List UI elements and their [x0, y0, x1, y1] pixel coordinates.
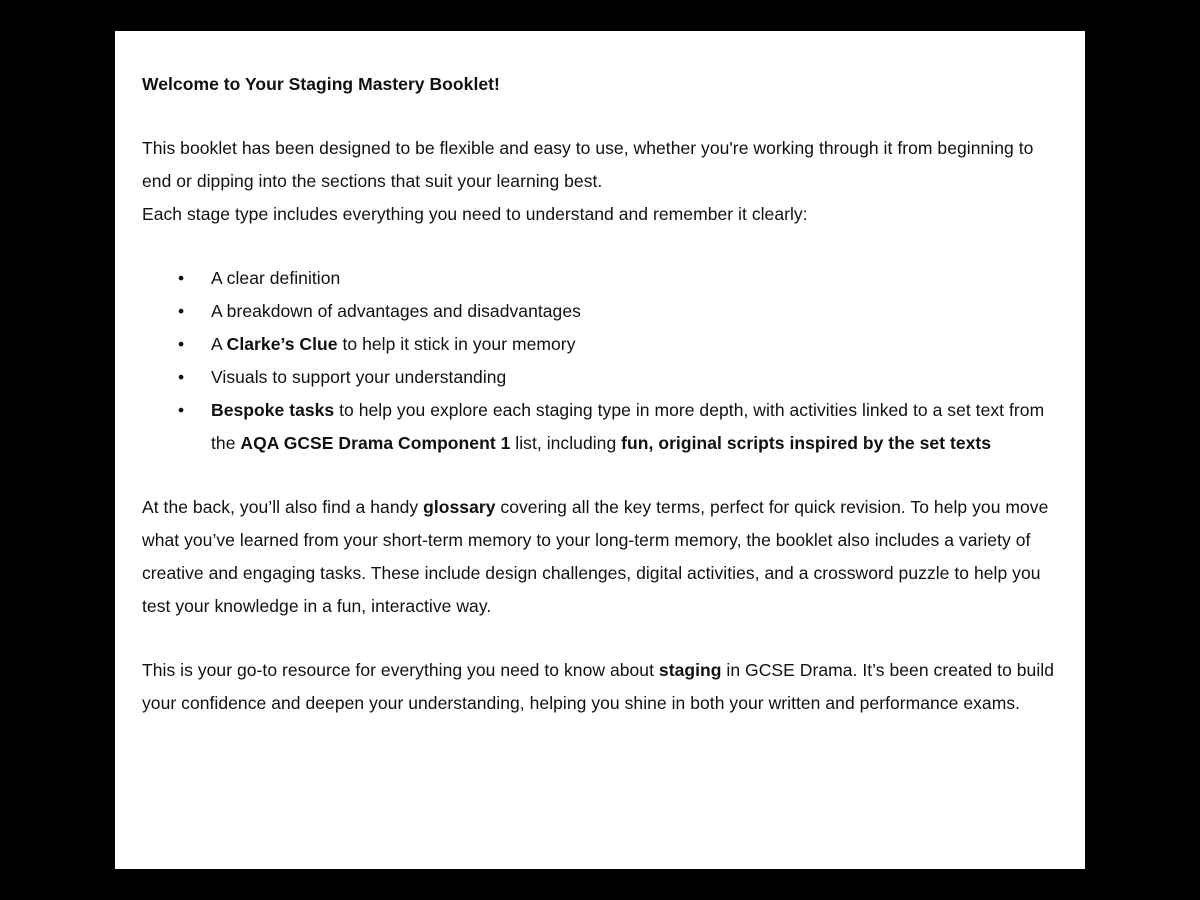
intro-lead-in: Each stage type includes everything you need to understand and remember it clearly:: [142, 204, 808, 224]
original-scripts-term: fun, original scripts inspired by the set texts: [621, 433, 992, 453]
text-run: to help it stick in your memory: [337, 334, 576, 354]
bullet-icon: •: [178, 268, 185, 288]
clarkes-clue-term: Clarke’s Clue: [226, 334, 338, 354]
glossary-term: glossary: [423, 497, 496, 517]
list-item-text: [211, 400, 1044, 453]
text-run: list, including: [510, 433, 622, 453]
staging-term: staging: [658, 660, 722, 680]
text-run: in GCSE Drama. It’s been created to build your confidence and deepen your understanding, helping you shine in both your written and performance exams.: [142, 660, 1054, 713]
text-run: to help you explore each staging type in more depth, with activities linked to a set text from the: [211, 400, 1045, 453]
intro-paragraph: This booklet has been designed to be flexible and easy to use, whether you're working through it from beginning to end or dipping into the sections that suit your learning best.: [142, 138, 1034, 191]
text-run: At the back, you’ll also find a handy: [142, 497, 424, 517]
feature-list: [142, 262, 1055, 460]
document-page: [115, 31, 1085, 869]
text-run: covering all the key terms, perfect for quick revision. To help you move what you’ve learned from your short-term memory to your long-term memory, the booklet also includes a variety of creative and engaging tasks. These include design challenges, digital activities, and a crossword puzzle to help you test your knowledge in a fun, interactive way.: [142, 497, 1049, 616]
bullet-icon: •: [178, 301, 185, 321]
aqa-component-term: AQA GCSE Drama Component 1: [240, 433, 511, 453]
list-item: [142, 394, 1055, 460]
text-run: This is your go-to resource for everything you need to know about: [142, 660, 659, 680]
document-title: Welcome to Your Staging Mastery Booklet!: [142, 74, 500, 94]
list-item-text: Visuals to support your understanding: [211, 367, 507, 387]
bullet-icon: •: [178, 400, 185, 420]
list-item: [142, 262, 1055, 295]
list-item-text: A breakdown of advantages and disadvantages: [211, 301, 581, 321]
list-item-text: [211, 334, 576, 354]
bespoke-tasks-term: Bespoke tasks: [211, 400, 335, 420]
closing-paragraph: [142, 654, 1055, 720]
list-item: [142, 361, 1055, 394]
glossary-paragraph: [142, 491, 1055, 623]
bullet-icon: •: [178, 367, 185, 387]
intro-section: [142, 132, 1055, 231]
list-item-text: A clear definition: [211, 268, 341, 288]
bullet-icon: •: [178, 334, 185, 354]
list-item: [142, 295, 1055, 328]
list-item: [142, 328, 1055, 361]
text-run: A: [211, 334, 227, 354]
